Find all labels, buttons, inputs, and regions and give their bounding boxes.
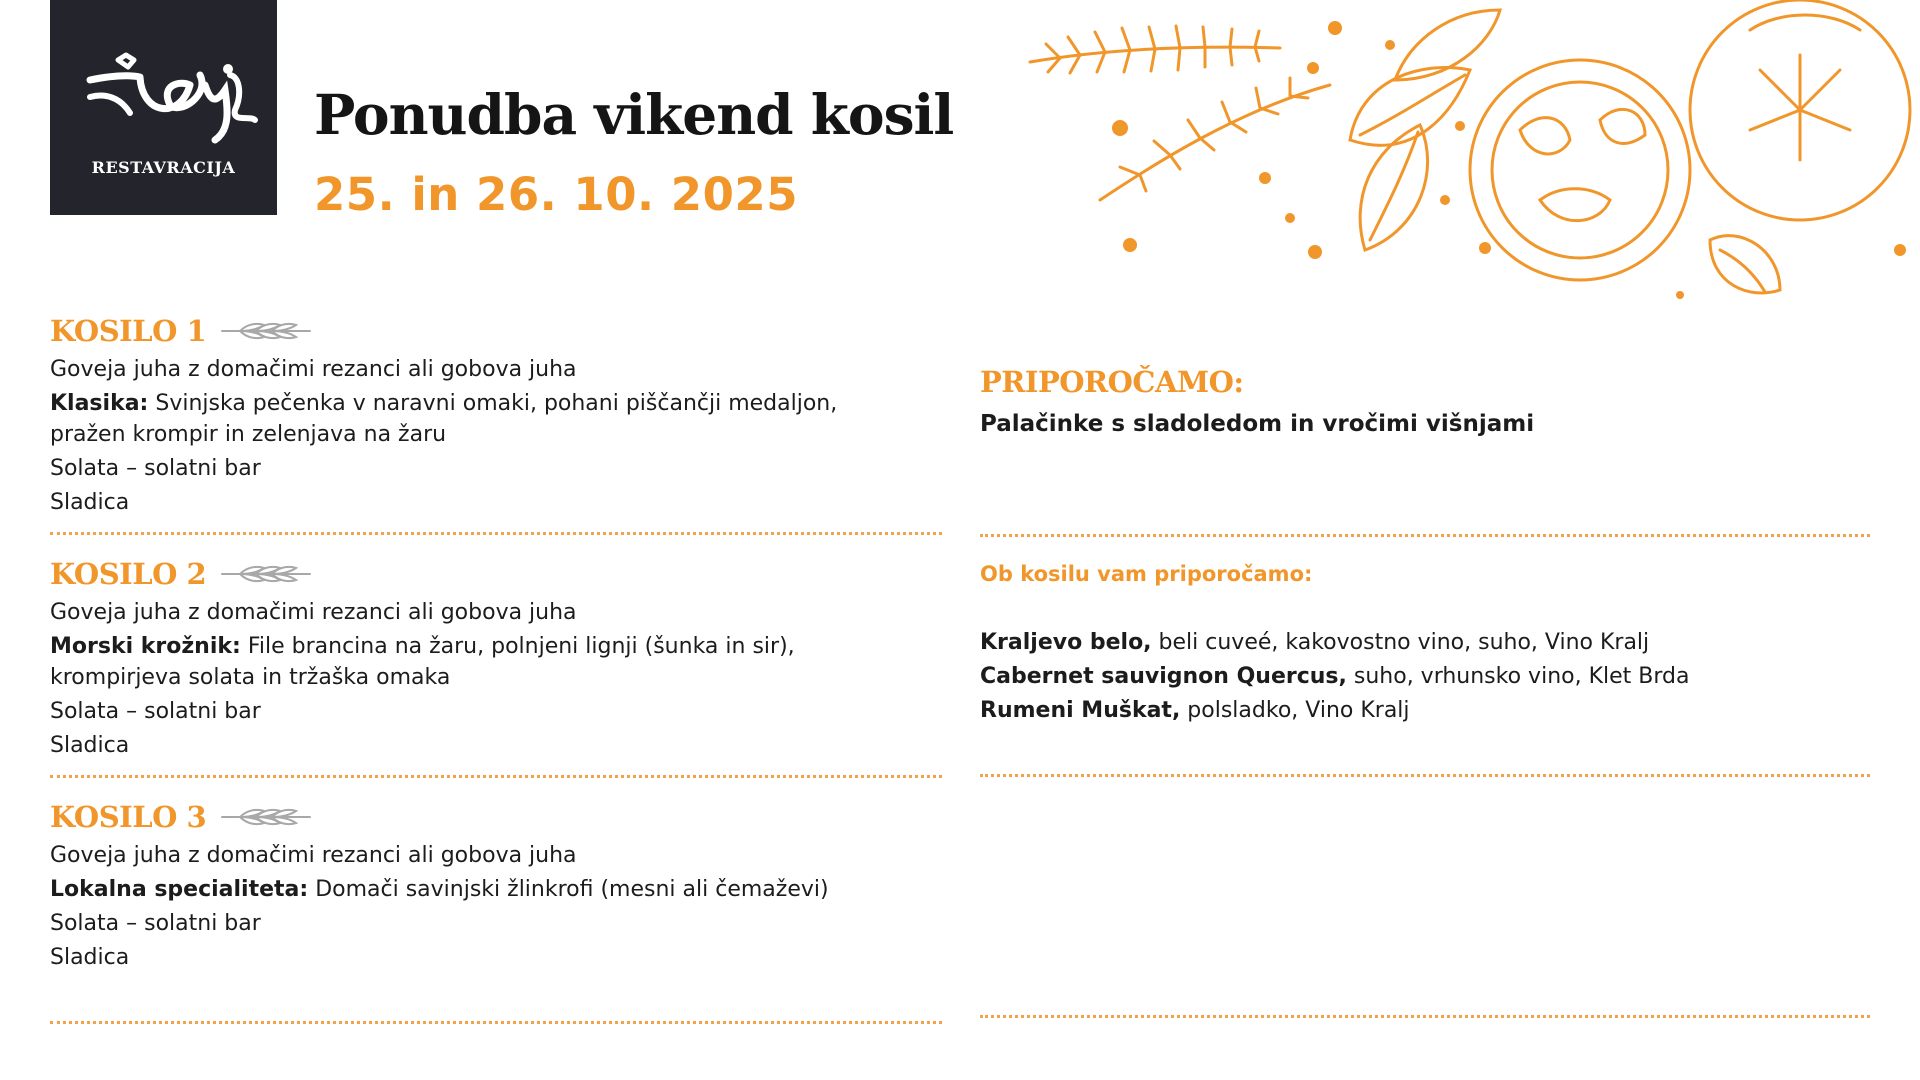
gaj-logo-icon xyxy=(60,35,260,155)
lunch-salad: Solata – solatni bar xyxy=(50,911,261,936)
lunch-section xyxy=(50,310,942,535)
lunch-main-text-2: krompirjeva solata in tržaška omaka xyxy=(50,665,451,690)
lunch-dessert: Sladica xyxy=(50,490,130,515)
wine-item xyxy=(980,626,1870,660)
lunch-main xyxy=(50,874,942,905)
dotted-divider xyxy=(50,532,942,535)
wine-desc: suho, vrhunsko vino, Klet Brda xyxy=(1346,664,1690,689)
lunch-soup: Goveja juha z domačimi rezanci ali gobova juha xyxy=(50,357,577,382)
dotted-divider xyxy=(980,774,1870,777)
lunch-soup: Goveja juha z domačimi rezanci ali gobova juha xyxy=(50,600,577,625)
wine-recommendation xyxy=(980,562,1870,728)
restaurant-logo xyxy=(50,0,277,215)
wine-desc: polsladko, Vino Kralj xyxy=(1180,698,1410,723)
dessert-recommendation xyxy=(980,365,1870,437)
page-title: Ponudba vikend kosil xyxy=(314,82,954,147)
lunch-menu xyxy=(50,310,942,1024)
lunch-dessert: Sladica xyxy=(50,733,130,758)
lunch-salad: Solata – solatni bar xyxy=(50,456,261,481)
lunch-main-label: Lokalna specialiteta: xyxy=(50,877,309,902)
lunch-title: KOSILO 3 xyxy=(50,800,207,834)
lunch-main-label: Klasika: xyxy=(50,391,149,416)
lunch-title: KOSILO 1 xyxy=(50,314,207,348)
recommend-item: Palačinke s sladoledom in vročimi višnjami xyxy=(980,411,1535,437)
dotted-divider xyxy=(50,1021,942,1024)
logo-label: RESTAVRACIJA xyxy=(91,158,236,177)
lunch-main xyxy=(50,388,942,450)
wine-name: Cabernet sauvignon Quercus, xyxy=(980,664,1347,689)
dotted-divider xyxy=(980,534,1870,537)
vegetables-illustration xyxy=(1020,0,1920,320)
lunch-main-text: File brancina na žaru, polnjeni lignji (šunka in sir), xyxy=(240,634,795,659)
wine-desc: beli cuveé, kakovostno vino, suho, Vino Kralj xyxy=(1151,630,1650,655)
lunch-section xyxy=(50,796,942,1024)
dotted-divider xyxy=(50,775,942,778)
lunch-main-text: Svinjska pečenka v naravni omaki, pohani piščančji medaljon, xyxy=(148,391,838,416)
wine-name: Kraljevo belo, xyxy=(980,630,1152,655)
wine-item xyxy=(980,660,1870,694)
lunch-title: KOSILO 2 xyxy=(50,557,207,591)
wine-title: Ob kosilu vam priporočamo: xyxy=(980,562,1313,586)
lunch-soup: Goveja juha z domačimi rezanci ali gobova juha xyxy=(50,843,577,868)
wine-item xyxy=(980,694,1870,728)
lunch-dessert: Sladica xyxy=(50,945,130,970)
lunch-main-label: Morski krožnik: xyxy=(50,634,241,659)
dotted-divider xyxy=(980,1015,1870,1018)
page-date: 25. in 26. 10. 2025 xyxy=(314,168,799,221)
lunch-salad: Solata – solatni bar xyxy=(50,699,261,724)
wine-name: Rumeni Muškat, xyxy=(980,698,1181,723)
recommend-title: PRIPOROČAMO: xyxy=(980,365,1244,399)
lunch-main xyxy=(50,631,942,693)
wheat-icon xyxy=(220,319,312,343)
wheat-icon xyxy=(220,562,312,586)
lunch-main-text-2: pražen krompir in zelenjava na žaru xyxy=(50,422,447,447)
lunch-section xyxy=(50,553,942,778)
lunch-main-text: Domači savinjski žlinkrofi (mesni ali čemaževi) xyxy=(308,877,829,902)
wheat-icon xyxy=(220,805,312,829)
